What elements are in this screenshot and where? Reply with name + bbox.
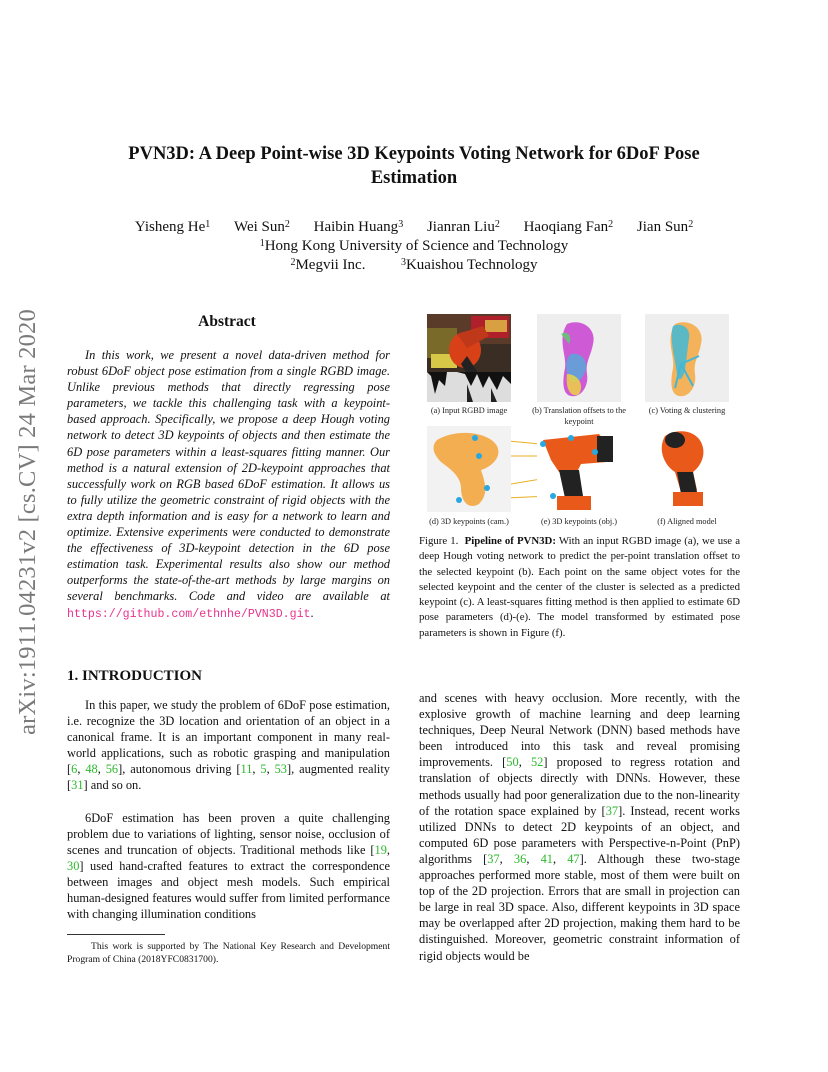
abstract-text: In this work, we present a novel data-driven method for robust 6DoF object pose estimation from a single RGBD image. Unlike previous methods that directly regressing pose parameters, we tackle this challenging task with a keypoint-based approach. Specifically, we propose a deep Hough voting network to detect 3D keypoints of objects and then estimate the 6D pose parameters within a least-squares fitting manner. Our method is a natural extension of 2D-keypoint approaches that successfully work on RGB based 6DoF estimation. It allows us to fully utilize the geometric constraint of rigid objects with the extra depth information and is easy for a network to learn and optimize. Extensive experiments were conducted to demonstrate the effectiveness of 3D-keypoint detection in the 6D pose estimation task. Experimental results also show our method outperforms the state-of-the-art methods by large margins on several benchmarks. Code and video are available at https://github.com/ethnhe/PVN3D.git.: [67, 348, 390, 621]
citation-link[interactable]: 30: [67, 858, 80, 873]
arxiv-sidebar-stamp: [6, 282, 50, 762]
citation-link[interactable]: 37: [487, 851, 500, 866]
footnote-rule: [67, 934, 165, 935]
affiliation-2-3: $^2$Megvii Inc. $^3$Kuaishou Technology: [290, 257, 538, 273]
author-list: [80, 218, 748, 237]
keypoints-object-image: [537, 426, 621, 512]
sublabel-a: (a) Input RGBD image: [430, 406, 508, 415]
intro-paragraph-3: and scenes with heavy occlusion. More recently, with the explosive growth of machine learning and deep learning techniques, Deep Neural Network (DNN) based methods have been introduced into this task and reveal promising improvements. [50, 52] proposed to regress rotation and translation of objects directly with DNNs. However, these methods usually had poor generalization due to the non-linearity of the rotation space explained by [37]. Instead, recent works utilized DNNs to detect 2D keypoints of an object, and computed 6D pose parameters with Perspective-n-Point (PnP) algorithms [37, 36, 41, 47]. Although these two-stage approaches performed more stable, most of them were built on top of the 2D projection. Errors that are small in projection can be large in real 3D space. Also, different keypoints in 3D space may be overlapped after 2D projection, making them hard to be distinguished. Moreover, geometric constraint information of rigid objects would be: [419, 691, 740, 963]
author: Haibin Huang$^3$: [313, 219, 404, 235]
footnote: This work is supported by The National Key Research and Development Program of China (2018YFC0831700).: [67, 941, 390, 965]
section-heading: 1. INTRODUCTION: [67, 668, 203, 684]
figure-1-caption: Figure 1. Pipeline of PVN3D: With an input RGBD image (a), we use a deep Hough voting network to predict the per-point translation offset to the selected keypoint (b). Each point on the same object votes for the selected keypoint and the center of the cluster is selected as a predicted keypoint (c). A least-squares fitting method is then applied to estimate 6D pose parameters (d)-(e). The model transformed by estimated pose parameters is shown in Figure (f).: [419, 535, 740, 639]
affiliation-1: $^1$Hong Kong University of Science and Technology: [259, 238, 569, 254]
citation-link[interactable]: 5: [260, 762, 267, 777]
author-block: [80, 218, 748, 275]
author: Yisheng He$^1$: [134, 219, 211, 235]
translation-offsets-image: [537, 314, 621, 402]
citation-link[interactable]: 53: [274, 762, 287, 777]
intro-left-column: [67, 697, 390, 922]
citation-link[interactable]: 41: [540, 851, 553, 866]
citation-link[interactable]: 47: [567, 851, 580, 866]
citation-link[interactable]: 31: [71, 778, 84, 793]
citation-link[interactable]: 52: [530, 755, 544, 770]
sublabel-f: (f) Aligned model: [657, 517, 717, 526]
author: Haoqiang Fan$^2$: [523, 219, 614, 235]
citation-link[interactable]: 50: [506, 755, 519, 770]
citation-link[interactable]: 6: [71, 762, 78, 777]
author: Jianran Liu$^2$: [426, 219, 500, 235]
arxiv-id: arXiv:1911.04231v2 [cs.CV] 24 Mar 2020: [14, 309, 41, 735]
citation-link[interactable]: 19: [374, 842, 387, 857]
citation-link[interactable]: 56: [105, 762, 119, 777]
citation-link[interactable]: 37: [605, 803, 619, 818]
title-line-2: Estimation: [370, 168, 458, 188]
input-rgbd-image: [427, 314, 511, 402]
title-line-1: PVN3D: A Deep Point-wise 3D Keypoints Voting Network for 6DoF Pose: [128, 144, 700, 164]
intro-paragraph-2: 6DoF estimation has been proven a quite challenging problem due to variations of lighting, sensor noise, occlusion of scenes and truncation of objects. Traditional methods like [19, 30] used hand-crafted features to extract the correspondence between images and object mesh models. Such empirical human-designed features would suffer from limited performance with changing illumination conditions: [67, 810, 390, 922]
figure-1: [419, 306, 740, 524]
sublabel-e: (e) 3D keypoints (obj.): [540, 517, 618, 526]
voting-clustering-image: [645, 314, 729, 402]
citation-link[interactable]: 36: [513, 851, 527, 866]
code-link[interactable]: https://github.com/ethnhe/PVN3D.git: [67, 607, 311, 621]
author: Wei Sun$^2$: [233, 219, 290, 235]
citation-link[interactable]: 11: [240, 762, 253, 777]
author: Jian Sun$^2$: [636, 219, 694, 235]
citation-link[interactable]: 48: [85, 762, 98, 777]
intro-right-column: [419, 690, 740, 964]
sublabel-b: (b) Translation offsets to the keypoint: [532, 406, 626, 426]
sublabel-d: (d) 3D keypoints (cam.): [429, 517, 509, 526]
intro-paragraph-1: In this paper, we study the problem of 6DoF pose estimation, i.e. recognize the 3D location and orientation of an object in a canonical frame. It is an important component in many real-world applications, such as robotic grasping and manipulation [6, 48, 56], autonomous driving [11, 5, 53], augmented reality [31] and so on.: [67, 698, 390, 793]
paper-title: [80, 142, 748, 190]
aligned-model-image: [645, 426, 729, 512]
keypoints-camera-image: [427, 426, 511, 512]
abstract-heading: Abstract: [198, 313, 256, 330]
sublabel-c: (c) Voting & clustering: [648, 406, 726, 415]
